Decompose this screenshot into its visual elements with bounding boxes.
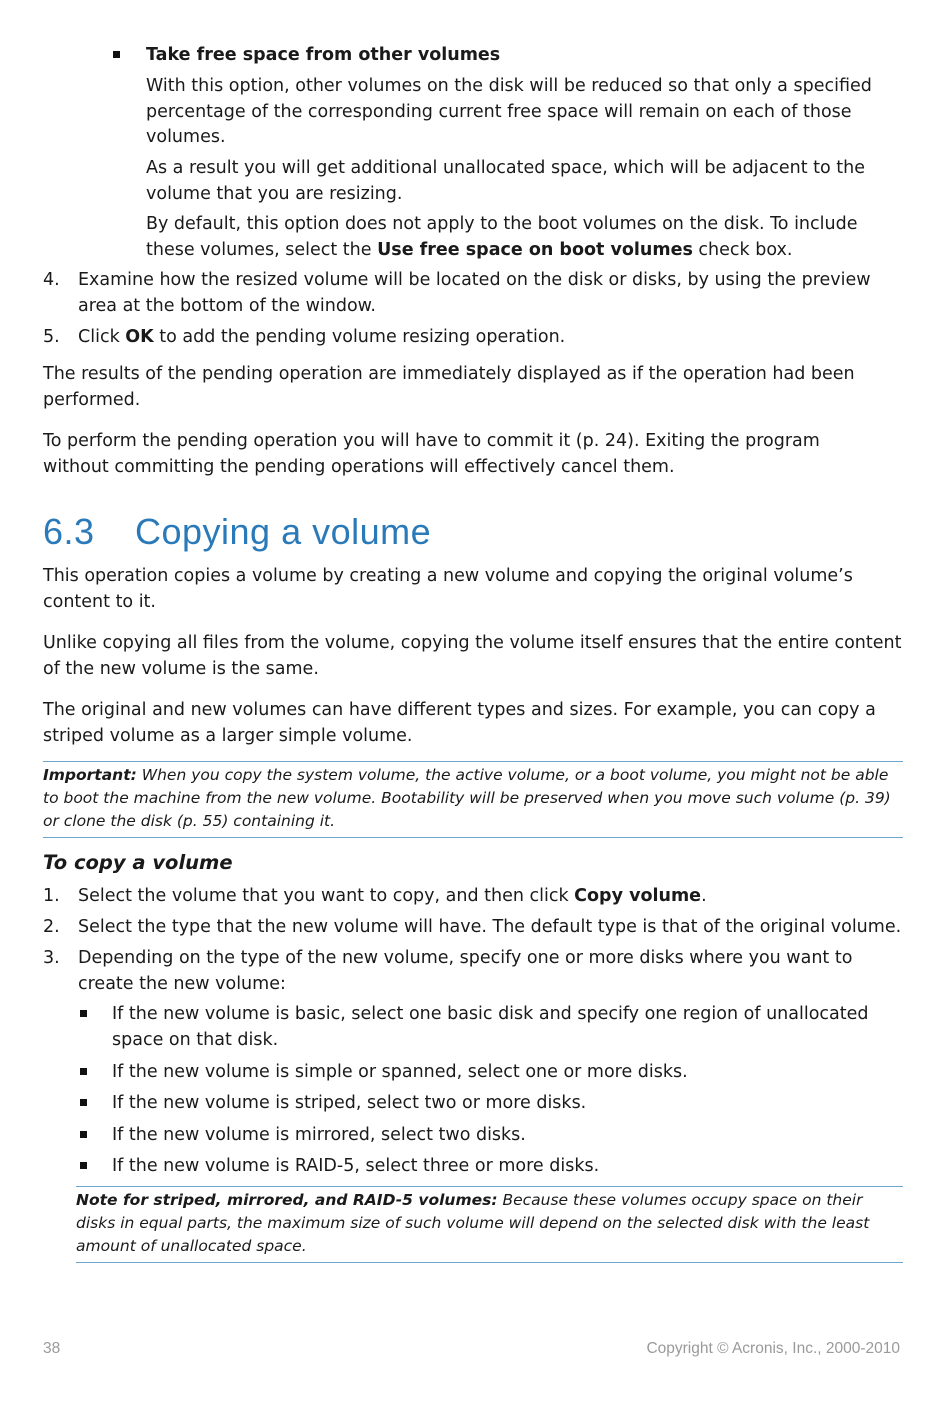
bullet-square-icon [80, 1131, 87, 1138]
note-label: Important: [43, 766, 137, 784]
step-text: Click OK to add the pending volume resizing operation. [78, 327, 566, 347]
bullet-square-icon [113, 51, 120, 58]
note-text: When you copy the system volume, the active volume, or a boot volume, you might not be able to boot the machine from the new volume. Bootability will be preserved when you move such volume (p. 39) or clone the disk (p. 55) containing it. [43, 766, 891, 830]
bullet-square-icon [80, 1162, 87, 1169]
list-item: If the new volume is RAID-5, select three or more disks. [112, 1156, 600, 1176]
section-number: 6.3 [43, 511, 95, 552]
body-paragraph: The results of the pending operation are immediately displayed as if the operation had been performed. [43, 364, 855, 410]
note-label: Note for striped, mirrored, and RAID-5 volumes: [76, 1191, 498, 1209]
section-title: Copying a volume [135, 511, 432, 552]
list-item: If the new volume is basic, select one basic disk and specify one region of unallocated space on that disk. [112, 1004, 869, 1050]
step-text: Examine how the resized volume will be located on the disk or disks, by using the preview area at the bottom of the window. [78, 270, 871, 316]
bullet-paragraph: As a result you will get additional unallocated space, which will be adjacent to the volume that you are resizing. [146, 158, 866, 204]
bullet-square-icon [80, 1068, 87, 1075]
step-number: 1. [43, 886, 60, 906]
step-number: 5. [43, 327, 60, 347]
raid-note [76, 1186, 903, 1263]
body-paragraph: Unlike copying all files from the volume, copying the volume itself ensures that the entire content of the new volume is the same. [43, 633, 902, 679]
important-note [43, 761, 903, 838]
step-number: 3. [43, 948, 60, 968]
list-item: If the new volume is striped, select two or more disks. [112, 1093, 587, 1113]
note-text: Because these volumes occupy space on their disks in equal parts, the maximum size of such volume will depend on the selected disk with the least amount of unallocated space. [76, 1191, 870, 1255]
bullet-paragraph: By default, this option does not apply to the boot volumes on the disk. To include these volumes, select the Use free space on boot volumes check box. [146, 214, 858, 260]
bullet-square-icon [80, 1010, 87, 1017]
list-item: If the new volume is mirrored, select two disks. [112, 1125, 526, 1145]
body-paragraph: This operation copies a volume by creating a new volume and copying the original volume’s content to it. [43, 566, 853, 612]
list-item: If the new volume is simple or spanned, select one or more disks. [112, 1062, 688, 1082]
bold-option-name: Use free space on boot volumes [377, 239, 693, 260]
bold-command-name: Copy volume [574, 886, 702, 906]
step-number: 4. [43, 270, 60, 290]
bullet-square-icon [80, 1099, 87, 1106]
body-paragraph: The original and new volumes can have different types and sizes. For example, you can copy a striped volume as a larger simple volume. [43, 700, 876, 746]
bullet-title: Take free space from other volumes [146, 45, 501, 65]
procedure-title: To copy a volume [43, 851, 233, 874]
step-text: Select the volume that you want to copy, and then click Copy volume. [78, 886, 707, 906]
page-number: 38 [43, 1340, 61, 1357]
bullet-paragraph: With this option, other volumes on the disk will be reduced so that only a specified percentage of the corresponding current free space will remain on each of those volumes. [146, 76, 872, 147]
step-number: 2. [43, 917, 60, 937]
step-text: Select the type that the new volume will have. The default type is that of the original volume. [78, 917, 902, 937]
step-text: Depending on the type of the new volume, specify one or more disks where you want to create the new volume: [78, 948, 853, 994]
section-heading [43, 508, 431, 556]
copyright-notice: Copyright © Acronis, Inc., 2000-2010 [646, 1340, 900, 1357]
body-paragraph: To perform the pending operation you will have to commit it (p. 24). Exiting the program without committing the pending operations will effectively cancel them. [43, 431, 820, 477]
